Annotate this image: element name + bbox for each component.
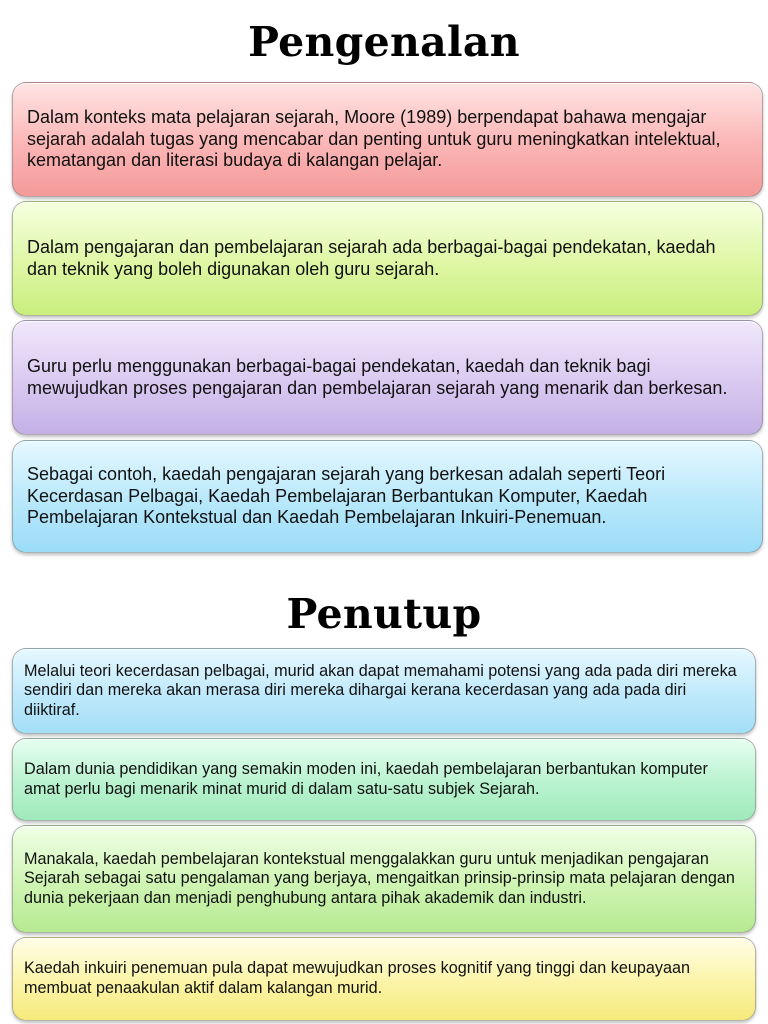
- penutup-text-2: Dalam dunia pendidikan yang semakin moden ini, kaedah pembelajaran berbantukan komputer amat perlu bagi menarik minat murid di dalam satu-satu subjek Sejarah.: [24, 759, 708, 798]
- pengenalan-text-4: Sebagai contoh, kaedah pengajaran sejarah yang berkesan adalah seperti Teori Kecerdasan Pelbagai, Kaedah Pembelajaran Berbantukan Komputer, Kaedah Pembelajaran Kontekstual dan Kaedah Pembelajaran Inkuiri-Penemuan.: [27, 464, 666, 528]
- penutup-text-1: Melalui teori kecerdasan pelbagai, murid akan dapat memahami potensi yang ada pada diri mereka sendiri dan mereka akan merasa diri mereka dihargai kerana kecerdasan yang ada pada diri diiktiraf.: [24, 661, 737, 719]
- pengenalan-box-3: [12, 320, 763, 435]
- penutup-heading: Penutup: [286, 590, 482, 638]
- penutup-box-4: [12, 937, 756, 1021]
- pengenalan-heading: Pengenalan: [248, 18, 520, 66]
- penutup-box-2: [12, 738, 756, 821]
- penutup-text-3: Manakala, kaedah pembelajaran kontekstual menggalakkan guru untuk menjadikan pengajaran Sejarah sebagai satu pengalaman yang berjaya, mengaitkan prinsip-prinsip mata pelajaran dengan dunia pekerjaan dan menjadi penghubung antara pihak akademik dan industri.: [24, 849, 735, 907]
- pengenalan-text-2: Dalam pengajaran dan pembelajaran sejarah ada berbagai-bagai pendekatan, kaedah dan teknik yang boleh digunakan oleh guru sejarah.: [27, 237, 716, 279]
- pengenalan-box-4: [12, 440, 763, 553]
- pengenalan-text-1: Dalam konteks mata pelajaran sejarah, Moore (1989) berpendapat bahawa mengajar sejarah adalah tugas yang mencabar dan penting untuk guru meningkatkan intelektual, kematangan dan literasi budaya di kalangan pelajar.: [27, 107, 721, 171]
- pengenalan-text-3: Guru perlu menggunakan berbagai-bagai pendekatan, kaedah dan teknik bagi mewujudkan proses pengajaran dan pembelajaran sejarah yang menarik dan berkesan.: [27, 356, 728, 398]
- penutup-box-1: [12, 648, 756, 734]
- pengenalan-box-2: [12, 201, 763, 316]
- penutup-box-3: [12, 825, 756, 933]
- penutup-text-4: Kaedah inkuiri penemuan pula dapat mewujudkan proses kognitif yang tinggi dan keupayaan membuat penaakulan aktif dalam kalangan murid.: [24, 959, 690, 997]
- pengenalan-box-1: [12, 82, 763, 197]
